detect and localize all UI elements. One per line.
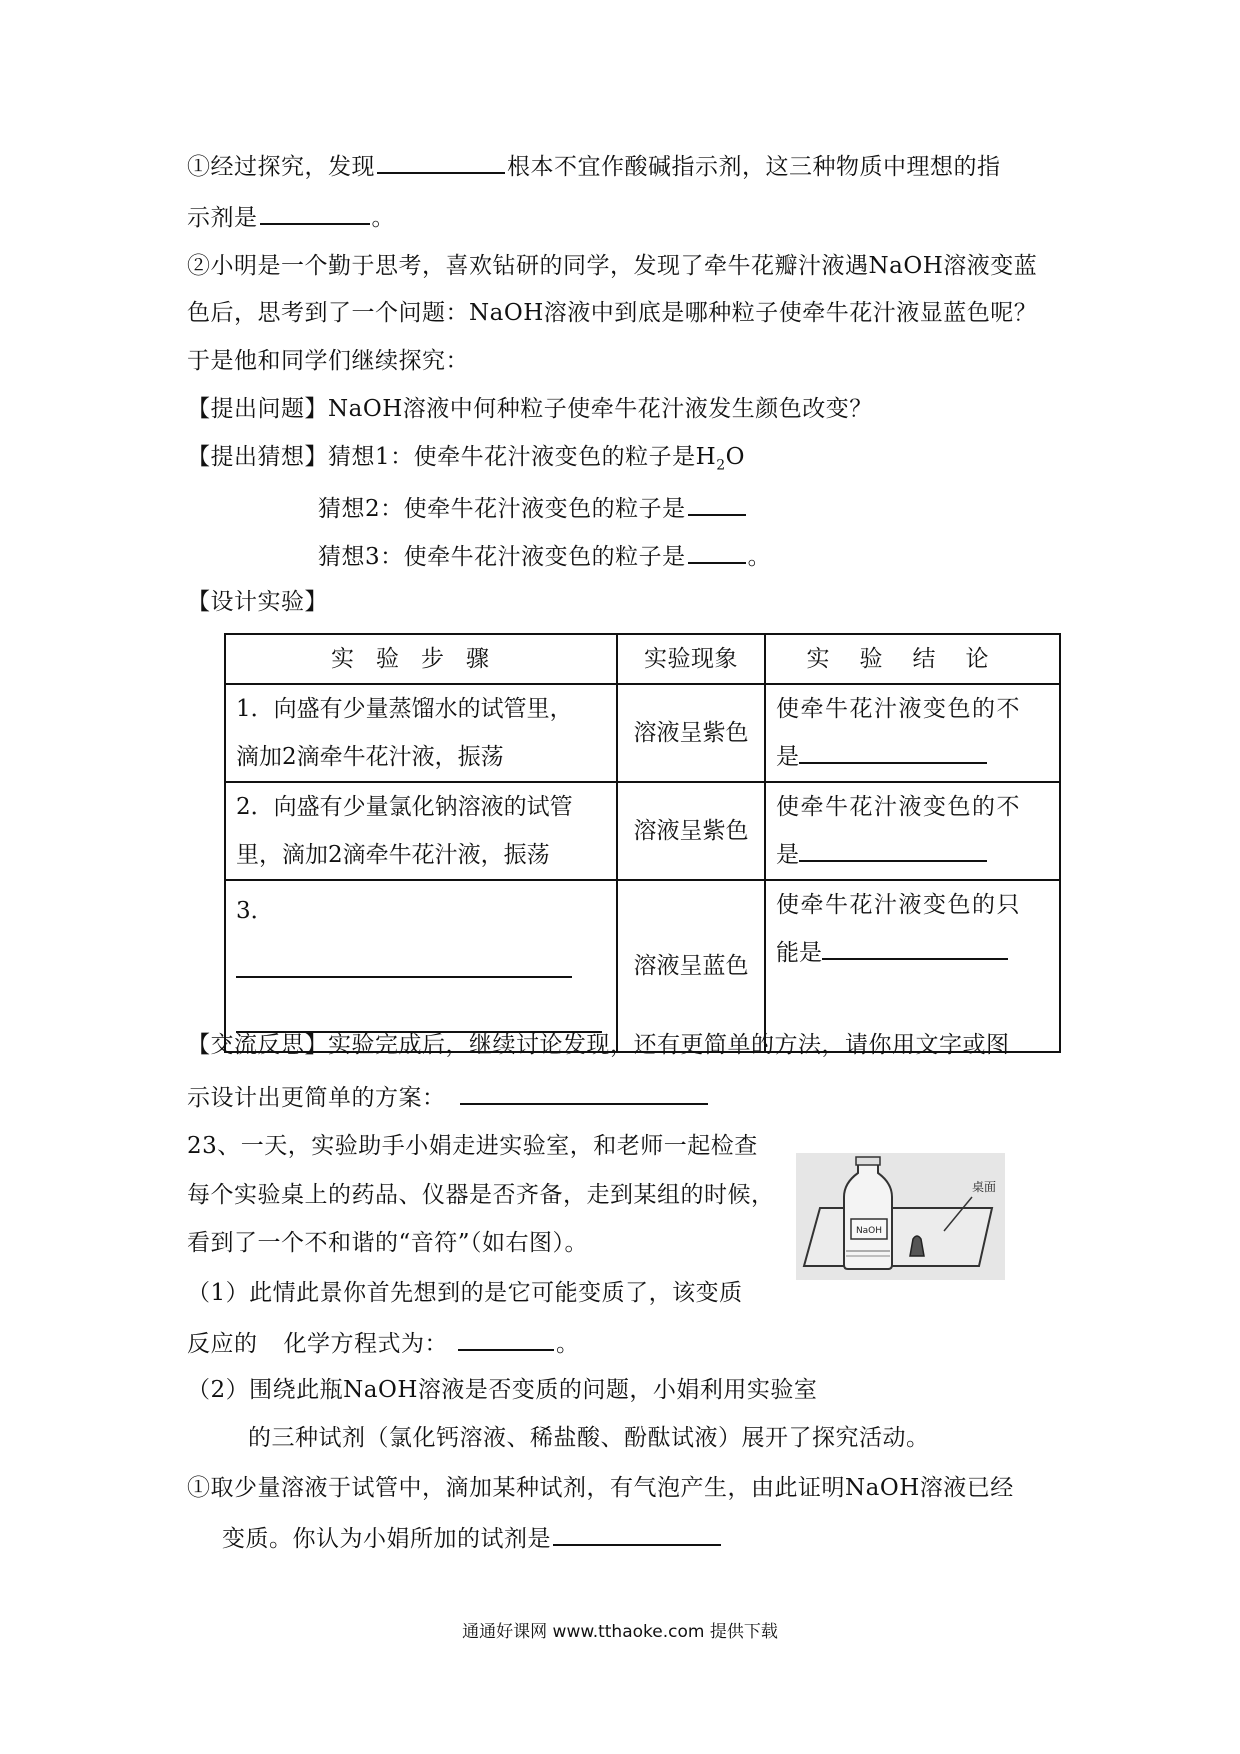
hypothesis-1: 【提出猜想】猜想1：使牵牛花汁液变色的粒子是$H_2O$ [187,444,745,474]
answer-blank[interactable] [460,1079,708,1105]
bottle-illustration [796,1153,1005,1280]
section-label: 【提出问题】 [187,396,328,422]
section-label: 【交流反思】 [187,1032,328,1058]
answer-blank[interactable] [377,148,505,174]
table-label-text: 桌面 [972,1180,997,1194]
page-footer: 通通好课网 www.tthaoke.com 提供下载 [462,1622,778,1642]
header-conclusion: 实验结论 [765,634,1060,684]
step-cell: 1．向盛有少量蒸馏水的试管里， 滴加2滴牵牛花汁液，振荡 [225,684,617,782]
question-line [187,393,873,425]
bottle-label-text: NaOH [855,1226,883,1236]
conclusion-cell: 使牵牛花汁液变色的只 能是 [765,880,1060,1052]
design-label: 【设计实验】 [187,589,328,615]
step-cell: 2．向盛有少量氯化钠溶液的试管 里，滴加2滴牵牛花汁液，振荡 [225,782,617,880]
table-row [225,684,1060,782]
answer-blank[interactable] [458,1325,554,1351]
intro-line-3: ②小明是一个勤于思考，喜欢钻研的同学，发现了牵牛花瓣汁液遇NaOH溶液变蓝 [187,253,1038,279]
intro-line-4: 色后，思考到了一个问题：NaOH溶液中到底是哪种粒子使牵牛花汁液显蓝色呢？ [187,300,1038,326]
q23-part1-line-1: （1）此情此景你首先想到的是它可能变质了，该变质 [187,1280,743,1306]
q23-part2-line-1: （2）围绕此瓶NaOH溶液是否变质的问题，小娟利用实验室 [187,1377,818,1403]
step-cell: 3． [225,880,617,1052]
hypothesis-3: 猜想3：使牵牛花汁液变色的粒子是 。 [318,538,771,573]
conclusion-cell: 使牵牛花汁液变色的不 是 [765,782,1060,880]
table-surface [804,1208,992,1266]
header-steps: 实验步骤 [225,634,617,684]
section-label: 【提出猜想】 [187,444,328,470]
question-text: NaOH溶液中何种粒子使牵牛花汁液发生颜色改变？ [328,396,873,422]
intro-line-5: 于是他和同学们继续探究： [187,348,469,374]
phenomenon-cell: 溶液呈紫色 [617,782,765,880]
phenomenon-cell: 溶液呈紫色 [617,684,765,782]
q23-step1-line-2: 变质。你认为小娟所加的试剂是 [222,1520,723,1555]
q23-line-2: 每个实验桌上的药品、仪器是否齐备，走到某组的时候， [187,1182,775,1208]
hypothesis-2: 猜想2：使牵牛花汁液变色的粒子是 [318,490,748,525]
intro-line-2 [187,199,395,234]
intro-line-1 [187,148,1001,183]
table-header-row [225,634,1060,684]
naoh-bottle-figure [796,1153,1005,1280]
intro-text: 示剂是 [187,205,258,231]
reflection-line-1: 【交流反思】实验完成后，继续讨论发现，还有更简单的方法，请你用文字或图 [187,1032,1010,1058]
q23-line-3: 看到了一个不和谐的“音符”（如右图）。 [187,1230,589,1256]
header-phenomenon: 实验现象 [617,634,765,684]
intro-text: ①经过探究，发现 [187,154,375,180]
q23-part1-line-2: 反应的 化学方程式为： 。 [187,1325,580,1360]
answer-blank[interactable] [688,538,746,564]
q23-line-1: 23、一天，实验助手小娟走进实验室，和老师一起检查 [187,1133,758,1159]
answer-blank[interactable] [799,834,987,862]
answer-blank[interactable] [799,736,987,764]
phenomenon-cell: 溶液呈蓝色 [617,880,765,1052]
answer-blank[interactable] [236,950,572,978]
q23-step1-line-1: ①取少量溶液于试管中，滴加某种试剂，有气泡产生，由此证明NaOH溶液已经 [187,1475,1014,1501]
table-row [225,880,1060,1052]
q23-part2-line-2: 的三种试剂（氯化钙溶液、稀盐酸、酚酞试液）展开了探究活动。 [248,1425,930,1451]
answer-blank[interactable] [822,932,1008,960]
answer-blank[interactable] [553,1520,721,1546]
intro-text: 根本不宜作酸碱指示剂，这三种物质中理想的指 [507,154,1001,180]
table-row [225,782,1060,880]
answer-blank[interactable] [260,199,370,225]
experiment-table [224,633,1061,1053]
answer-blank[interactable] [688,490,746,516]
conclusion-cell: 使牵牛花汁液变色的不 是 [765,684,1060,782]
intro-text: 。 [371,205,395,231]
reflection-line-2: 示设计出更简单的方案： [187,1079,710,1114]
